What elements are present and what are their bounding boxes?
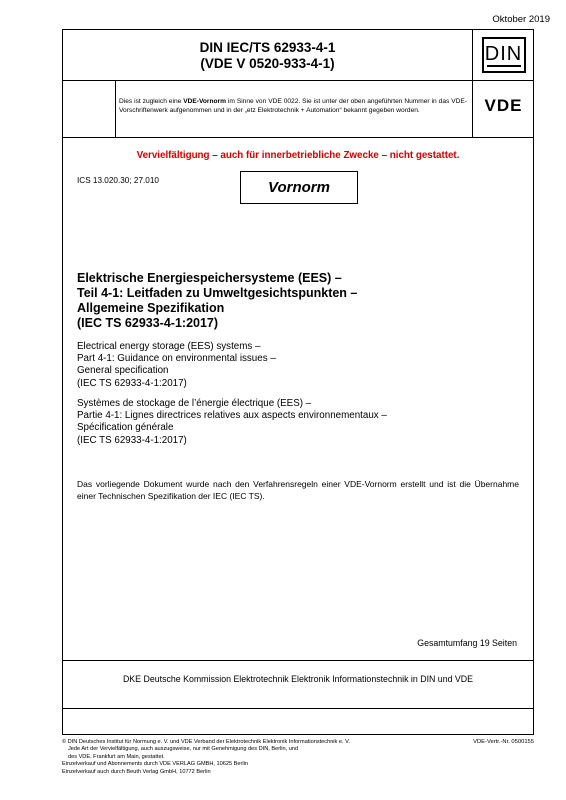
vde-order-number: VDE-Vertr.-Nr. 0500155 <box>473 739 534 745</box>
vornorm-badge: Vornorm <box>240 171 358 204</box>
sales-line: Einzelverkauf und Abonnements durch VDE VERLAG GMBH, 10625 Berlin <box>62 761 248 768</box>
total-pages: Gesamtumfang 19 Seiten <box>417 638 517 648</box>
title-french <box>77 398 387 447</box>
title-french-line: Spécification générale <box>77 422 174 434</box>
dke-line: DKE Deutsche Kommission Elektrotechnik Elektronik Informationstechnik in DIN und VDE <box>122 674 474 684</box>
title-german-line: (IEC TS 62933-4-1:2017) <box>77 316 219 330</box>
vde-note-rest: im Sinne von VDE 0022. Sie ist unter der oben angeführten Nummer in das VDE-Vorschriftenwerk aufgenommen und in der „etz Elektrotechnik + Automation“ bekannt gegeben worden. <box>119 98 467 114</box>
header-bottom-rule <box>63 137 533 138</box>
title-english-line: General specification <box>77 365 169 377</box>
copy-warning: Vervielfältigung – auch für innerbetriebliche Zwecke – nicht gestattet. <box>136 150 460 161</box>
document-description: Das vorliegende Dokument wurde nach den Verfahrensregeln einer VDE-Vornorm erstellt und ist die Übernahme einer Technischen Spezifikation der IEC (IEC TS). <box>77 479 519 501</box>
sales-line: Einzelverkauf auch durch Beuth Verlag GmbH, 10772 Berlin <box>62 768 211 775</box>
vde-note-bold: VDE-Vornorm <box>183 98 226 105</box>
header-divider-horizontal <box>63 80 533 81</box>
title-german-line: Elektrische Energiespeichersysteme (EES) – <box>77 271 342 285</box>
title-english-line: (IEC TS 62933-4-1:2017) <box>77 377 187 389</box>
title-german-line: Allgemeine Spezifikation <box>77 301 225 315</box>
header-divider-vertical <box>472 30 473 137</box>
title-french-line: Systèmes de stockage de l’énergie électrique (EES) – <box>77 398 312 409</box>
title-english-line: Part 4-1: Guidance on environmental issues – <box>77 353 276 365</box>
publication-date: Oktober 2019 <box>492 14 550 25</box>
standard-number-line: DIN IEC/TS 62933-4-1 <box>199 40 336 55</box>
standard-number-line: (VDE V 0520-933-4-1) <box>200 56 335 71</box>
vde-note <box>119 98 467 115</box>
cover-frame <box>62 29 534 735</box>
vde-note-prefix: Dies ist zugleich eine <box>119 98 184 105</box>
copyright-line: © DIN Deutsches Institut für Normung e. V. und VDE Verband der Elektrotechnik Elektronik Informationstechnik e. V. <box>62 739 350 745</box>
copyright-notice <box>62 739 442 776</box>
title-english <box>77 341 276 390</box>
ics-codes: ICS 13.020.30; 27.010 <box>77 176 159 185</box>
dke-top-rule <box>63 660 533 661</box>
copyright-line: des VDE, Frankfurt am Main, gestattet. <box>68 753 165 760</box>
copyright-line: Jede Art der Vervielfältigung, auch auszugsweise, nur mit Genehmigung des DIN, Berlin, und <box>68 746 299 753</box>
din-logo <box>472 30 535 80</box>
title-french-line: (IEC TS 62933-4-1:2017) <box>77 434 187 446</box>
din-logo-box <box>482 37 526 73</box>
title-german <box>77 271 357 331</box>
title-french-line: Partie 4-1: Lignes directrices relatives aux aspects environnementaux – <box>77 410 387 422</box>
title-german-line: Teil 4-1: Leitfaden zu Umweltgesichtspunkten – <box>77 286 358 300</box>
title-english-line: Electrical energy storage (EES) systems – <box>77 341 261 352</box>
vde-logo: VDE <box>484 96 523 115</box>
standard-number <box>63 40 472 72</box>
note-divider-vertical <box>115 80 116 137</box>
dke-bottom-rule <box>63 708 533 709</box>
din-logo-text: DIN <box>484 43 523 65</box>
din-logo-bar <box>487 65 521 67</box>
